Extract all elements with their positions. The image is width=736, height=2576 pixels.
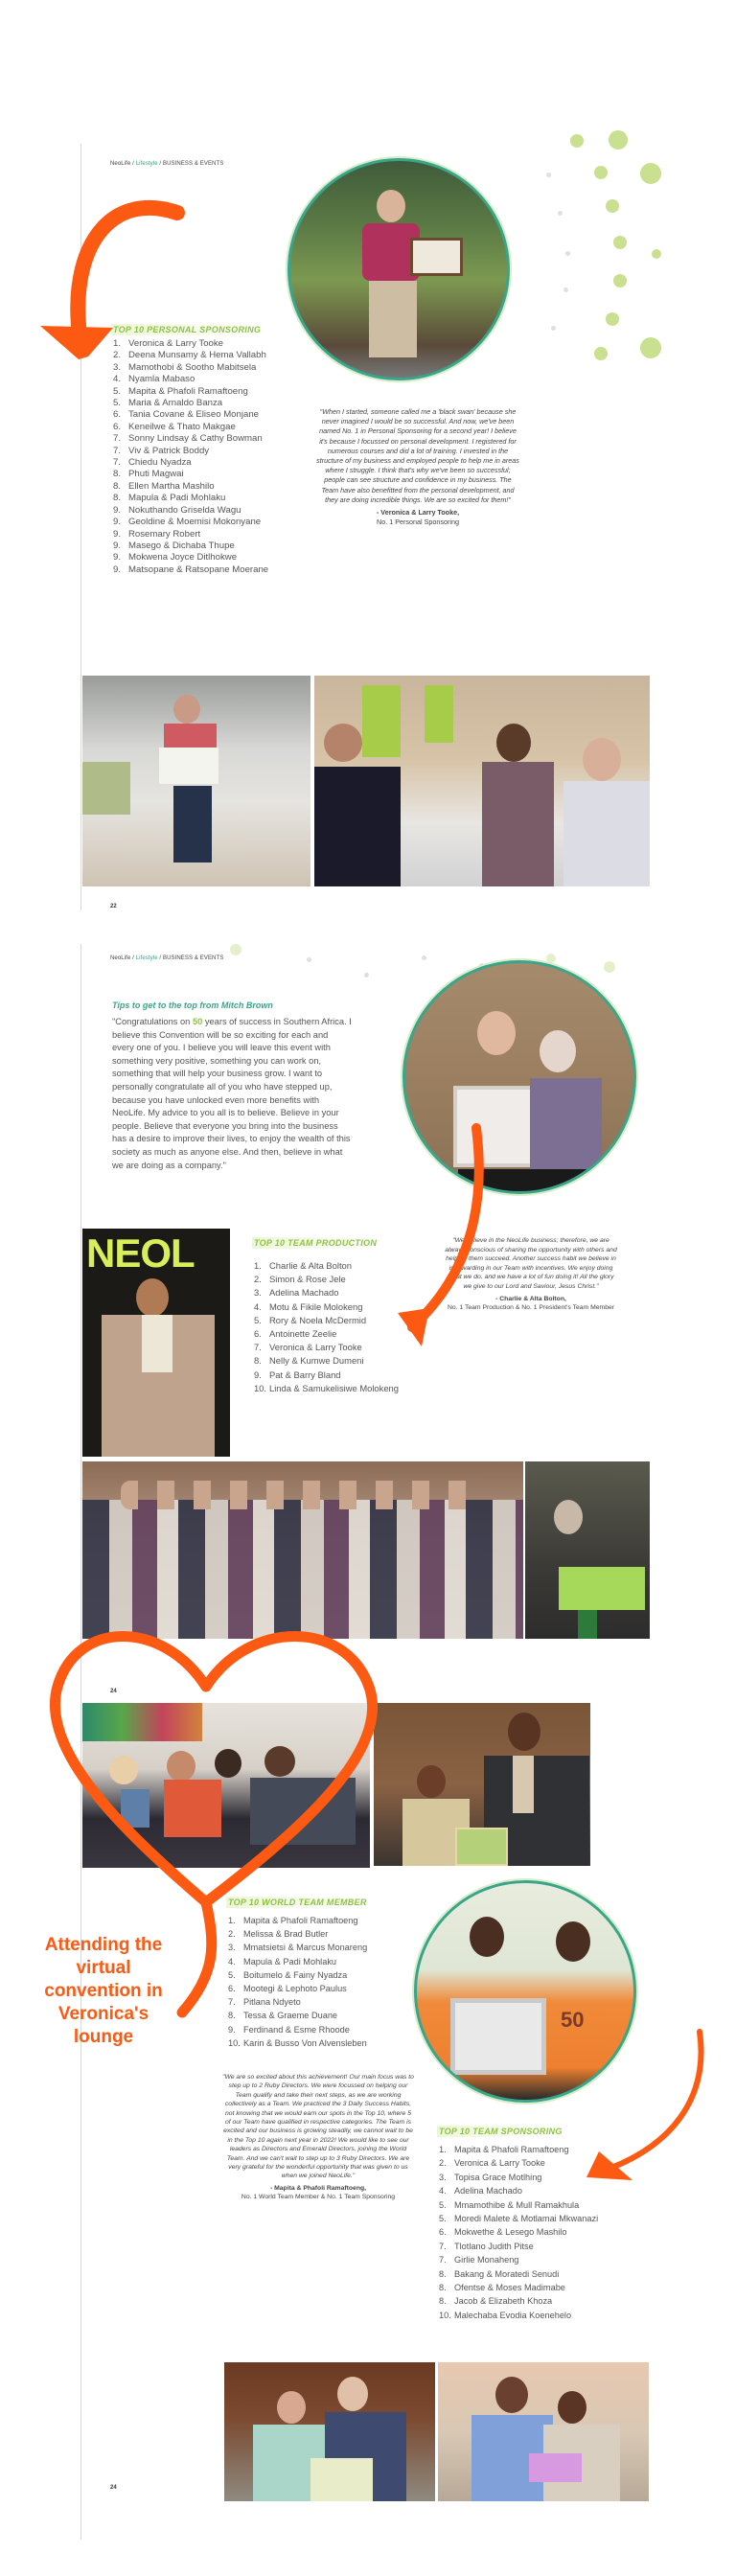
page-number: 24 [110, 2485, 117, 2491]
list-item: 5. Mmamothibe & Mull Ramakhula [439, 2199, 580, 2210]
quote-attribution: - Veronica & Larry Tooke, [376, 508, 460, 518]
list-item: 3. Mmatsietsi & Marcus Monareng [228, 1943, 368, 1953]
team-production-title: TOP 10 TEAM PRODUCTION [254, 1238, 378, 1248]
list-item: 8. Nelly & Kumwe Dumeni [254, 1355, 364, 1367]
tips-title: Tips to get to the top from Mitch Brown [112, 1000, 273, 1010]
list-item: 8. Ellen Martha Mashilo [113, 480, 215, 492]
list-item: 5. Moredi Malete & Motlamai Mkwanazi [439, 2214, 599, 2224]
arrow-head-2 [398, 1308, 429, 1346]
arrow-curve-3 [604, 2032, 702, 2171]
annotation-caption: Attending the virtual convention in Veronica's lounge [44, 1935, 163, 2047]
breadcrumb-section: Lifestyle [135, 161, 158, 167]
list-item: 8. Bakang & Moratedi Senudi [439, 2268, 560, 2279]
list-item: 1. Mapita & Phafoli Ramaftoeng [228, 1916, 358, 1925]
list-item: 1. Charlie & Alta Bolton [254, 1260, 352, 1271]
personal-sponsoring-title: TOP 10 PERSONAL SPONSORING [113, 325, 262, 334]
breadcrumb: NeoLife / Lifestyle / BUSINESS & EVENTS [110, 955, 224, 961]
page-number: 22 [110, 904, 117, 909]
breadcrumb: NeoLife / Lifestyle / BUSINESS & EVENTS [110, 161, 224, 167]
world-team-title: TOP 10 WORLD TEAM MEMBER [228, 1898, 367, 1907]
list-item: 1. Veronica & Larry Tooke [113, 338, 224, 349]
tips-body: "Congratulations on 50 years of success in Southern Africa. I believe this Convention will be so exciting for each and every one of you. I believe you will leave this event with something very positive, something you can work on, something that will help your business grow. I want to personally congratulate all of you who have stepped up, because you have unlocked even more benefits with NeoLife. My advice to you all is to believe. Believe in your people. Believe that everyone you bring into the business has a desire to improve their lives, to enjoy the wealth of this society as much as anyone else. And then, believe in what we are doing as a company." [112, 1017, 352, 1170]
list-item: 5. Maria & Arnaldo Banza [113, 398, 223, 409]
list-item: 9. Geoldine & Moemisi Mokonyane [113, 517, 262, 528]
quote-text: "We are so excited about this achievement! Our main focus was to step up to 2 Ruby Directors. We were focussed on helping our Team qualify and take their next steps, as we are working collectively as a Team. We practiced the 3 Daily Success Habits, not knowing that we would earn our spots in the Top 10, where 5 of our Team have qualified in respective categories. The Team is excited and our business is growing steadily, we cannot wait to be in the Top 10 again next year in 2022! We would like to see our leaders as Directors and Emerald Directors, joining the World Team. And we can't wait to step up to 3 Ruby Directors. We are very grateful for the wonderful opportunity that was given to us when we joined NeoLife." [222, 2074, 414, 2180]
list-item: 8. Mapula & Padi Mohlaku [113, 493, 226, 504]
list-item: 1. Mapita & Phafoli Ramaftoeng [439, 2145, 569, 2154]
list-item: 7. Sonny Lindsay & Cathy Bowman [113, 433, 263, 445]
breadcrumb-section: Lifestyle [135, 955, 158, 961]
page-number: 24 [110, 1689, 117, 1694]
list-item: 8. Phuti Magwai [113, 469, 184, 480]
list-item: 9. Matsopane & Ratsopane Moerane [113, 564, 269, 575]
arrow-curve-1 [78, 208, 177, 326]
list-item: 10. Karin & Busso Von Alvensleben [228, 2037, 367, 2048]
list-item: 9. Masego & Dichaba Thupe [113, 540, 235, 551]
list-item: 9. Pat & Barry Bland [254, 1368, 341, 1380]
list-item: 4. Mapula & Padi Mohlaku [228, 1956, 337, 1966]
list-item: 9. Mokwena Joyce Ditlhokwe [113, 552, 238, 564]
list-item: 10. Linda & Samukelisiwe Molokeng [254, 1382, 399, 1393]
stage-banner: NEOL [86, 1230, 195, 1276]
list-item: 5. Boitumelo & Fainy Nyadza [228, 1969, 348, 1980]
list-item: 8. Ofentse & Moses Madimabe [439, 2283, 565, 2293]
list-item: 7. Veronica & Larry Tooke [254, 1342, 362, 1353]
list-item: 6. Tania Covane & Eliseo Monjane [113, 409, 259, 421]
breadcrumb-category: BUSINESS & EVENTS [162, 161, 224, 167]
list-item: 6. Mokwethe & Lesego Mashilo [439, 2227, 567, 2238]
quote-role: No. 1 Team Production & No. 1 President's Team Member [447, 1304, 615, 1312]
award-photo-circle: 50 [414, 1880, 636, 2103]
list-item: 8. Tessa & Graeme Duane [228, 2011, 338, 2021]
list-item: 7. Pitlana Ndyeto [228, 1997, 301, 2008]
list-item: 5. Mapita & Phafoli Ramaftoeng [113, 385, 248, 397]
list-item: 3. Adelina Machado [254, 1287, 339, 1299]
list-item: 9. Rosemary Robert [113, 528, 201, 540]
list-item: 2. Deena Munsamy & Hema Vallabh [113, 350, 266, 361]
arrow-head-3 [586, 2151, 632, 2180]
arrow-head-1 [40, 326, 113, 359]
list-item: 8. Jacob & Elizabeth Khoza [439, 2296, 553, 2307]
list-item: 9. Nokuthando Griselda Wagu [113, 504, 242, 516]
list-item: 7. Tlotlano Judith Pitse [439, 2241, 534, 2251]
list-item: 3. Mamothobi & Sootho Mabitsela [113, 361, 257, 373]
quote-role: No. 1 World Team Member & No. 1 Team Sponsoring [241, 2194, 396, 2201]
quote-text: "We believe in the NeoLife business; therefore, we are always conscious of sharing the opportunity with others and helping them succeed. Another success habit we believe in is rewarding in our Team with incentives. We enjoy doing what we do, and we have a lot of fun doing it! All the glory we give to our Lord and Saviour, Jesus Christ." [445, 1237, 617, 1290]
list-item: 7. Girlie Monaheng [439, 2255, 519, 2266]
arrow-curve-2 [412, 1128, 479, 1327]
list-item: 7. Chiedu Nyadza [113, 457, 192, 469]
list-item: 4. Motu & Fikile Molokeng [254, 1300, 363, 1312]
list-item: 5. Rory & Noela McDermid [254, 1314, 367, 1325]
list-item: 9. Ferdinand & Esme Rhoode [228, 2024, 350, 2035]
quote-role: No. 1 Personal Sponsoring [377, 518, 459, 527]
list-item: 2. Simon & Rose Jele [254, 1274, 346, 1285]
quote-text: "When I started, someone called me a 'black swan' because she never imagined I would be so successful. And now, we've been named No. 1 in Personal Sponsoring for a second year! I believe it's because I focussed on personal development. I registered for numerous courses and did a lot of training. I invested in the structure of my business and employed people to help me in areas where I struggle. I think that's why we've been so successful; people can see structure and confidence in my business. The Team have also benefitted from the personal development, and they are doing incredible things. We are so excited for them!" [316, 407, 519, 504]
breadcrumb-category: BUSINESS & EVENTS [162, 955, 224, 961]
list-item: 4. Nyamla Mabaso [113, 374, 196, 385]
quote-attribution: - Mapita & Phafoli Ramaftoeng, [269, 2184, 367, 2192]
list-item: 7. Viv & Patrick Boddy [113, 445, 210, 456]
list-item: 2. Veronica & Larry Tooke [439, 2158, 545, 2169]
list-item: 10. Malechaba Evodia Koenehelo [439, 2310, 572, 2320]
breadcrumb-brand: NeoLife [110, 955, 131, 961]
quote-attribution: - Charlie & Alta Bolton, [495, 1295, 566, 1302]
list-item: 6. Mootegi & Lephoto Paulus [228, 1984, 347, 1994]
list-item: 6. Antoinette Zeelie [254, 1328, 337, 1340]
list-item: 3. Topisa Grace Motlhing [439, 2172, 542, 2182]
list-item: 2. Melissa & Brad Butler [228, 1929, 329, 1940]
team-sponsoring-title: TOP 10 TEAM SPONSORING [439, 2127, 563, 2136]
breadcrumb-brand: NeoLife [110, 161, 131, 167]
list-item: 6. Keneilwe & Thato Makgae [113, 421, 236, 432]
list-item: 4. Adelina Machado [439, 2186, 522, 2196]
